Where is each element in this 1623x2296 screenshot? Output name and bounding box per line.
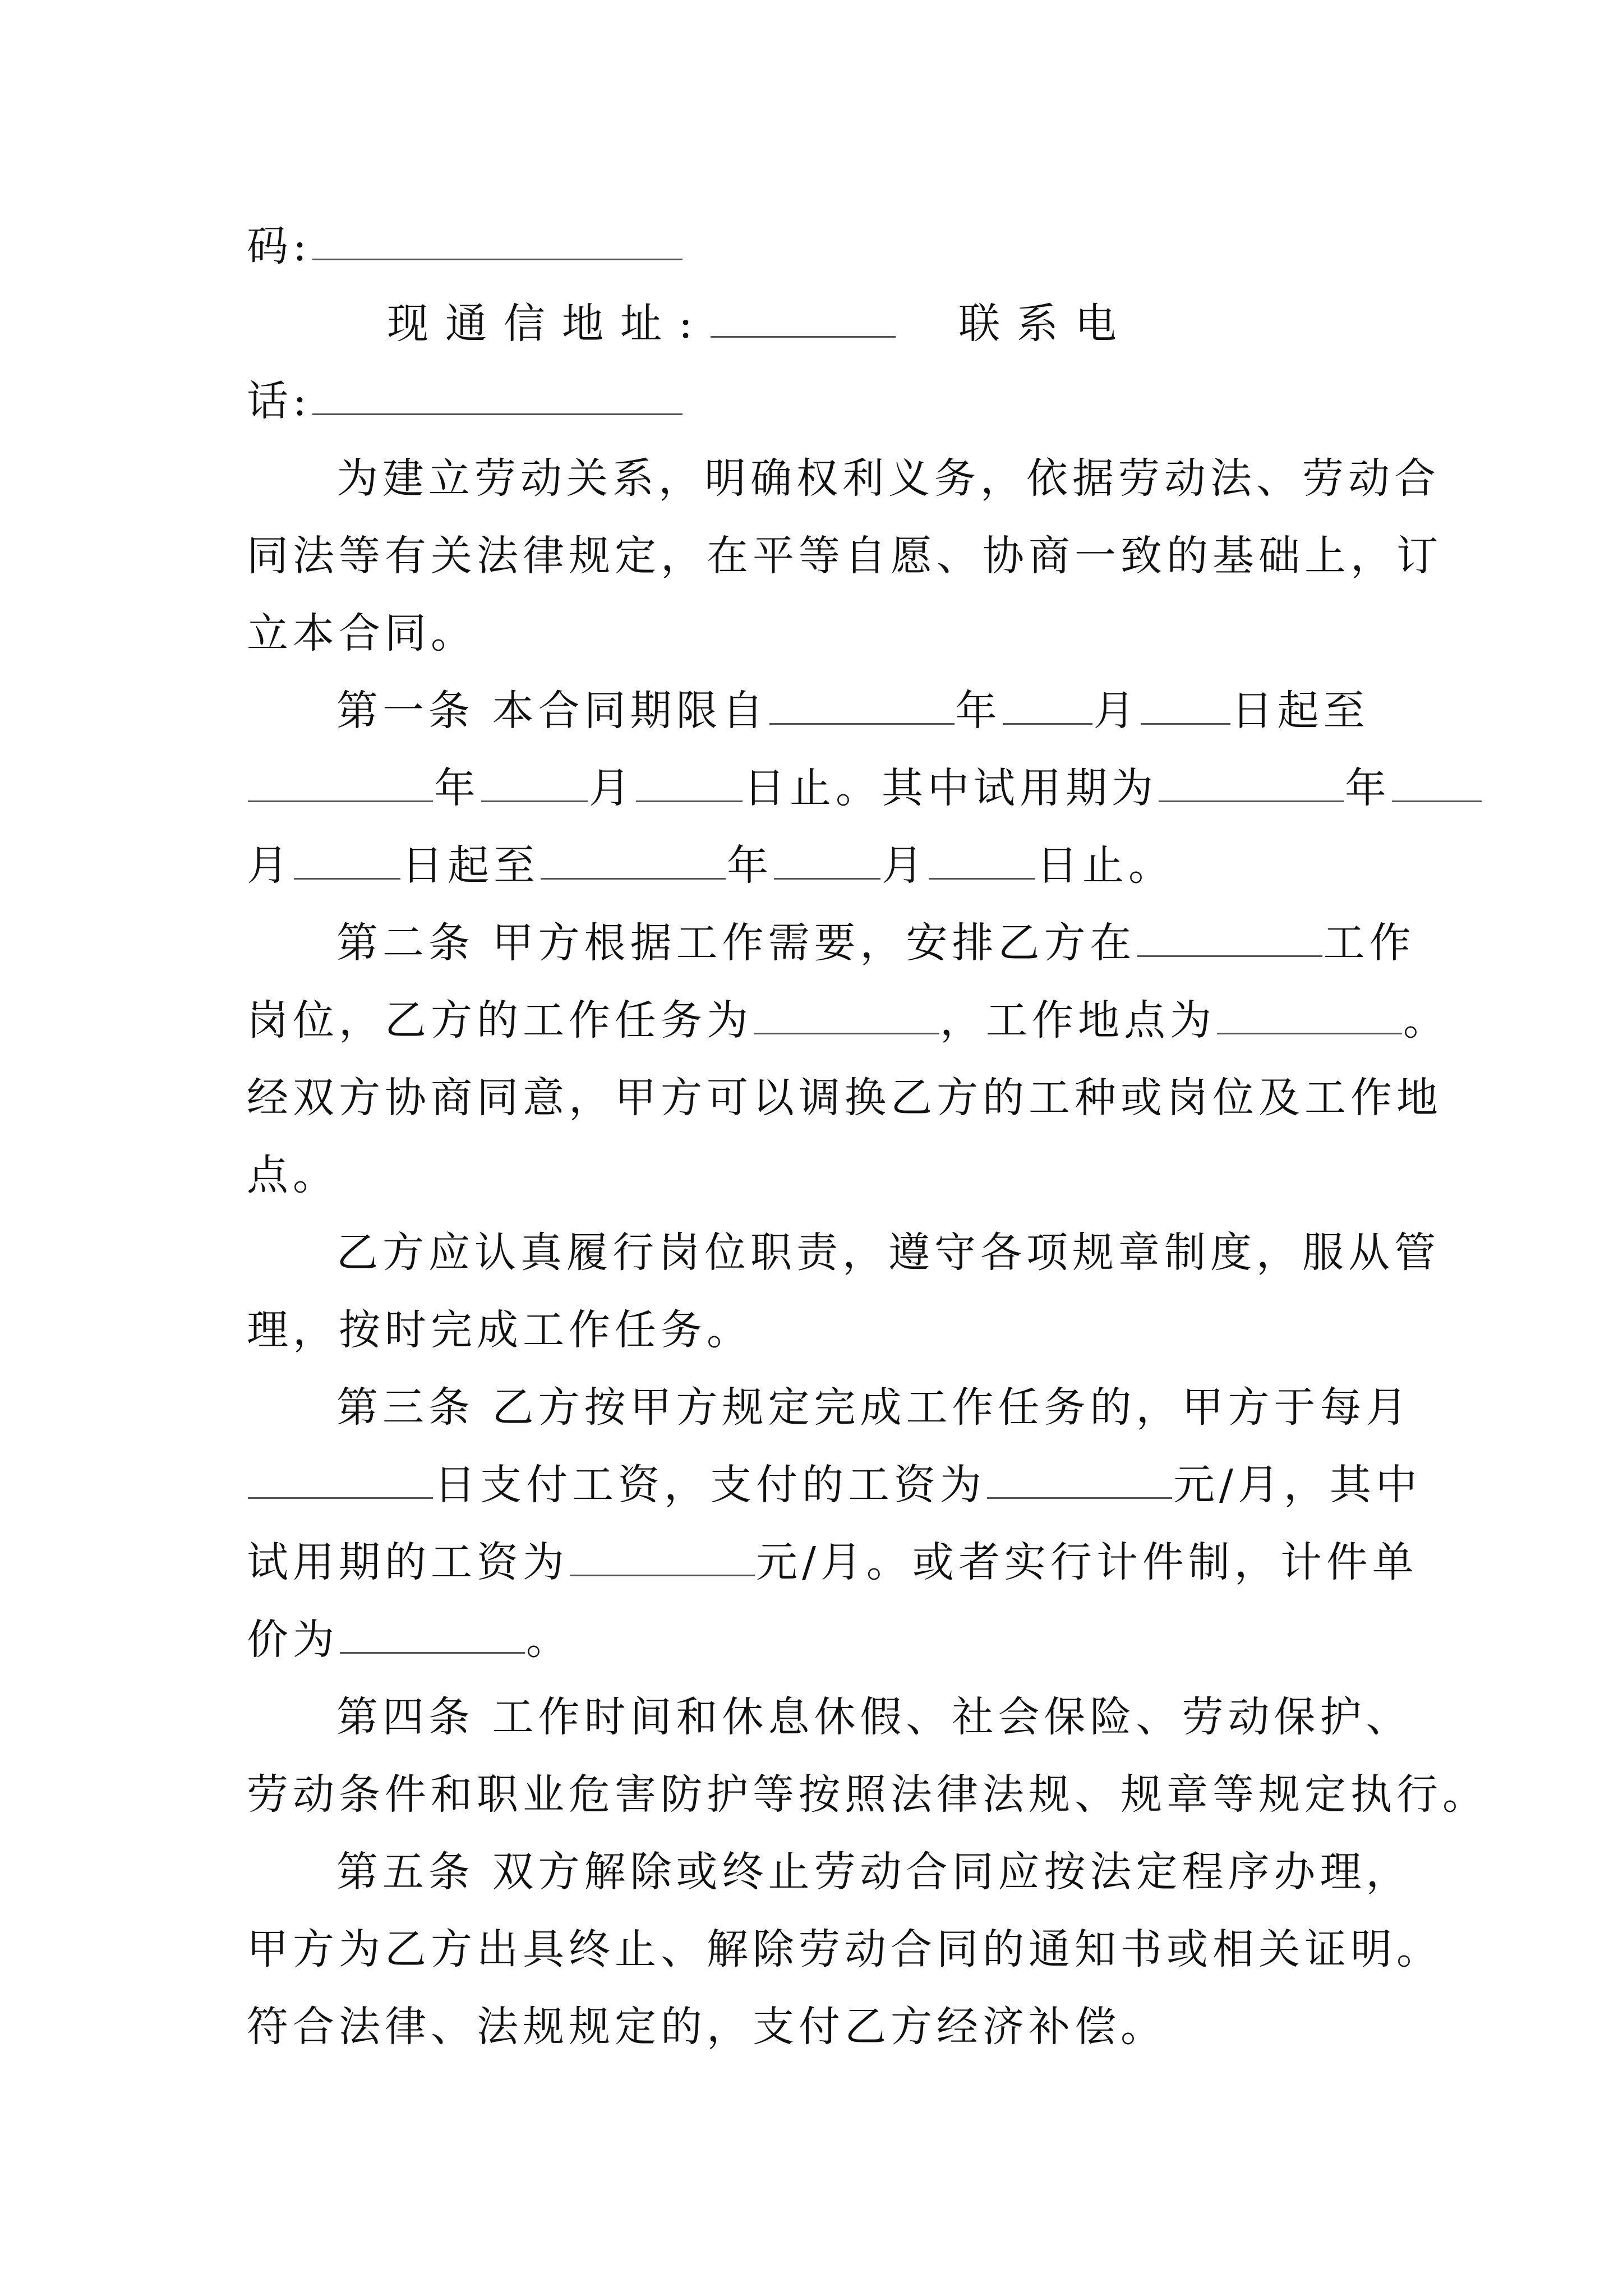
code-line [247,208,1380,285]
article3-line-1: 第三条 乙方按甲方规定完成工作任务的，甲方于每月 [336,1383,1412,1432]
phone-label-end: 话: [247,377,311,425]
article5-line-1: 第五条 双方解除或终止劳动合同应按法定程序办理， [336,1848,1412,1896]
article5-line-2: 甲方为乙方出具终止、解除劳动合同的通知书或相关证明。 [247,1925,1442,1973]
address-blank [711,303,896,338]
article5-line-3: 符合法律、法规规定的，支付乙方经济补偿。 [247,2003,1166,2051]
phone-label-start: 联系电 [958,300,1133,348]
code-label: 码: [247,222,311,270]
intro-line-2: 同法等有关法律规定，在平等自愿、协商一致的基础上，订 [247,532,1442,580]
article1-line-3: 月 日起至 年 月 日止。 [247,841,1174,890]
address-label: 现通信地址: [387,300,709,348]
contract-text [247,208,1488,2065]
intro-line-1: 为建立劳动关系，明确权利义务，依据劳动法、劳动合 [336,454,1440,503]
article4-line-2: 劳动条件和职业危害防护等按照法律法规、规章等规定执行。 [247,1770,1488,1819]
article2-line-1: 第二条 甲方根据工作需要，安排乙方在 工作 [336,919,1415,967]
article3-line-4: 价为 。 [247,1616,572,1664]
phone-blank [312,381,683,415]
article3-line-3: 试用期的工资为 元/月。或者实行计件制，计件单 [247,1538,1418,1586]
phone-line [247,362,1380,440]
article1-line-1: 第一条 本合同期限自 年 月 日起至 [336,687,1370,735]
article1-line-2: 年 月 日止。其中试用期为 年 [247,749,1380,827]
article4-line-1: 第四条 工作时间和休息休假、社会保险、劳动保护、 [336,1693,1412,1741]
intro-line-3: 立本合同。 [247,609,477,657]
duty-line-1: 乙方应认真履行岗位职责，遵守各项规章制度，服从管 [336,1228,1440,1277]
duty-line-2: 理，按时完成工作任务。 [247,1306,753,1354]
code-blank [312,226,683,260]
article3-line-2: 日支付工资，支付的工资为 元/月，其中 [247,1446,1380,1524]
article2-line-4: 点。 [247,1151,339,1199]
article2-line-2: 岗位，乙方的工作任务为 ，工作地点为 。 [247,996,1449,1045]
article2-line-3: 经双方协商同意，甲方可以调换乙方的工种或岗位及工作地 [247,1074,1442,1122]
address-line [247,285,1380,362]
